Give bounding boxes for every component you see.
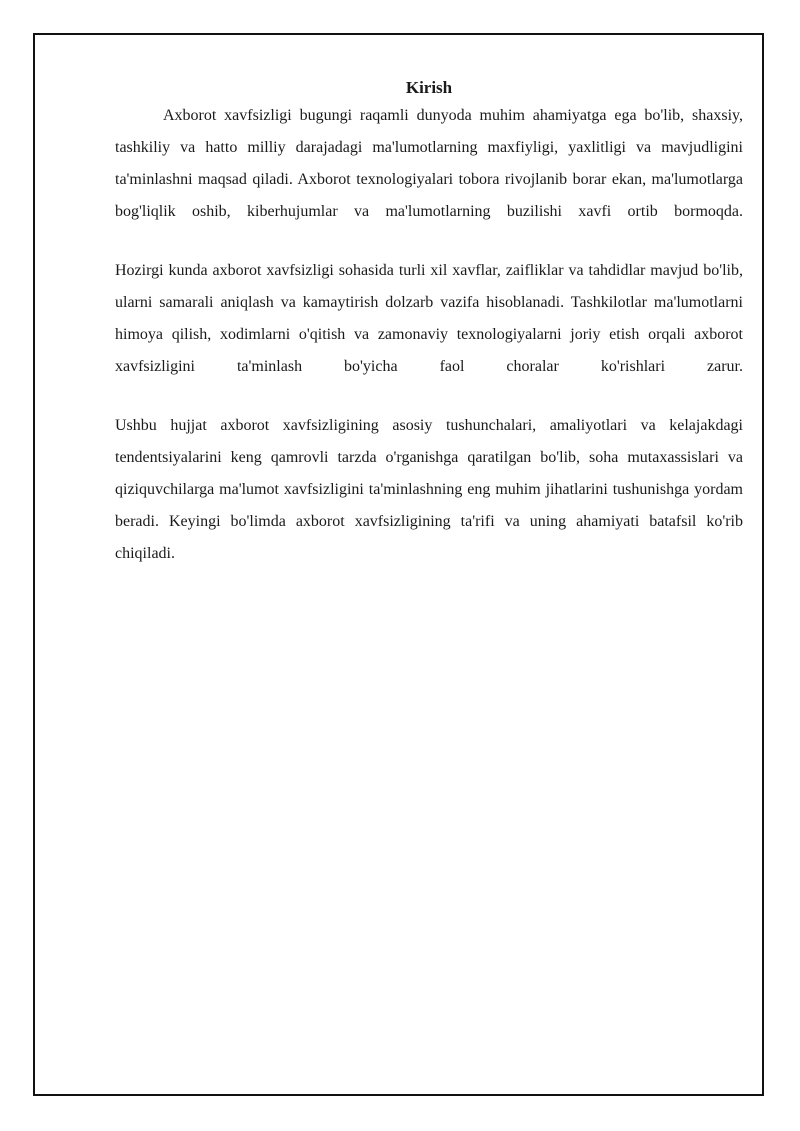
paragraph-intro: Axborot xavfsizligi bugungi raqamli dunyoda muhim ahamiyatga ega bo'lib, shaxsiy, tashkiliy va hatto milliy darajadagi ma'lumotlarning maxfiyligi, yaxlitligi va mavjudligini ta'minlashni maqsad qiladi. Axborot texnologiyalari tobora rivojlanib borar ekan, ma'lumotlarga bog'liqlik oshib, kiberhujumlar va ma'lumotlarning buzilishi xavfi ortib bormoqda. — [115, 107, 743, 220]
document-title: Kirish — [405, 78, 453, 97]
paragraph-spacer — [115, 228, 743, 255]
paragraph-threats: Hozirgi kunda axborot xavfsizligi sohasida turli xil xavflar, zaifliklar va tahdidlar mavjud bo'lib, ularni samarali aniqlash va kamaytirish dolzarb vazifa hisoblanadi. Tashkilotlar ma'lumotlarni himoya qilish, xodimlarni o'qitish va zamonaviy texnologiyalarni joriy etish orqali axborot xavfsizligini ta'minlash bo'yicha faol choralar ko'rishlari zarur. — [115, 262, 743, 375]
paragraph-scope: Ushbu hujjat axborot xavfsizligining asosiy tushunchalari, amaliyotlari va kelajakdagi tendentsiyalarini keng qamrovli tarzda o'rganishga qaratilgan bo'lib, soha mutaxassislari va qiziquvchilarga ma'lumot xavfsizligini ta'minlashning eng muhim jihatlarini tushunishga yordam beradi. Keyingi bo'limda axborot xavfsizligining ta'rifi va uning ahamiyati batafsil ko'rib chiqiladi. — [115, 417, 743, 562]
paragraph-spacer — [115, 383, 743, 410]
document-body — [115, 76, 743, 570]
